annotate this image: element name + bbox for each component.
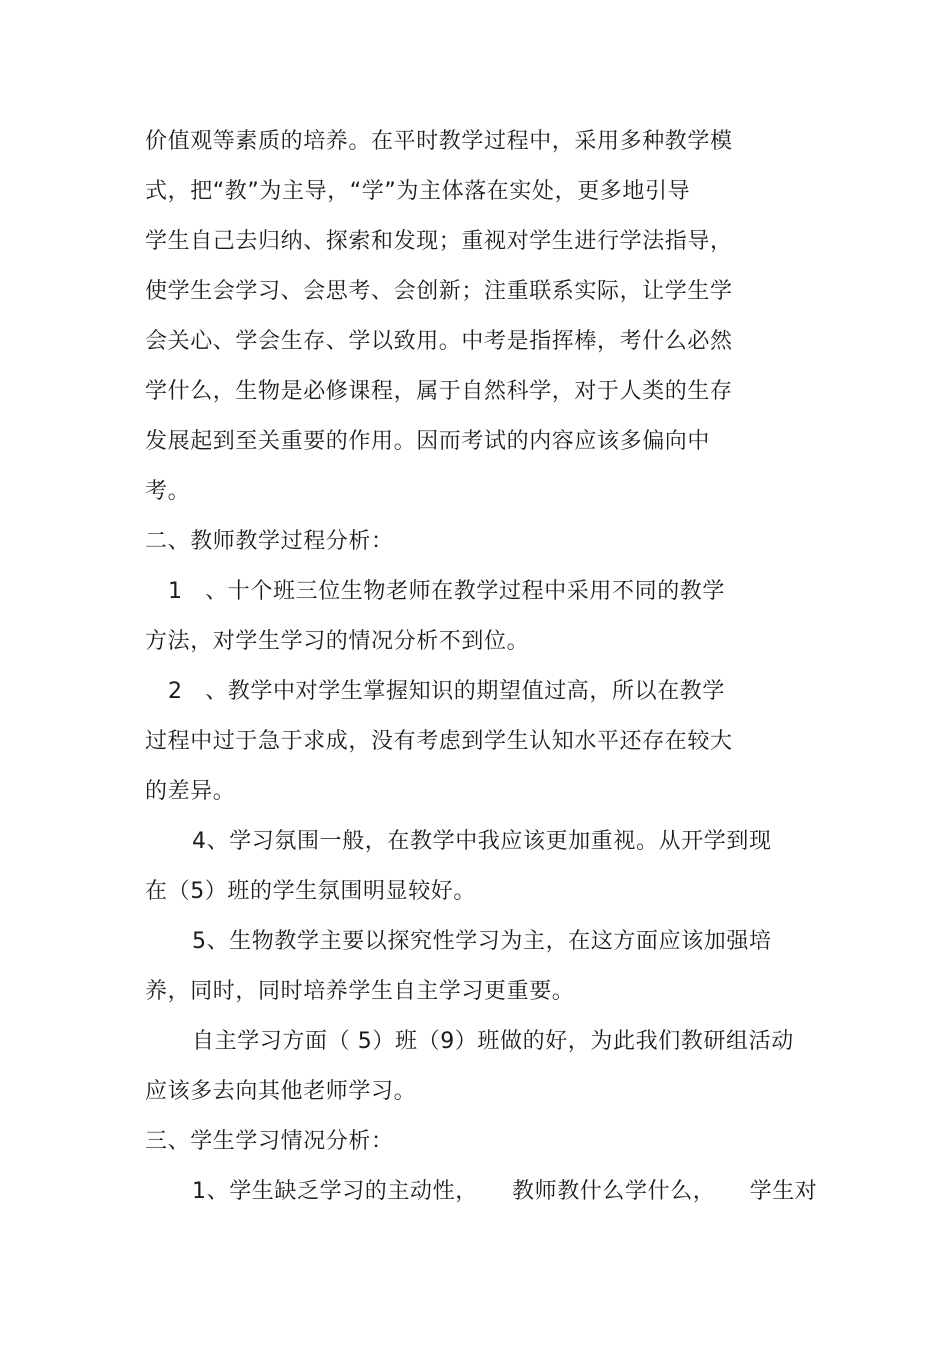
paragraph-line: 会关心、学会生存、学以致用。中考是指挥棒，考什么必然 <box>145 329 733 354</box>
list-item-line: 5、生物教学主要以探究性学习为主，在这方面应该加强培 <box>192 929 772 954</box>
list-item-line: 2 、教学中对学生掌握知识的期望值过高，所以在教学 <box>168 679 725 704</box>
section-heading: 三、学生学习情况分析： <box>145 1129 394 1154</box>
paragraph-line: 过程中过于急于求成，没有考虑到学生认知水平还存在较大 <box>145 729 733 754</box>
paragraph-line: 式，把“教”为主导，“学”为主体落在实处，更多地引导 <box>145 179 691 204</box>
paragraph-line: 的差异。 <box>145 779 236 804</box>
paragraph-line: 养，同时，同时培养学生自主学习更重要。 <box>145 979 575 1004</box>
paragraph-line: 使学生会学习、会思考、会创新；注重联系实际，让学生学 <box>145 279 733 304</box>
paragraph-line: 学生自己去归纳、探索和发现；重视对学生进行学法指导， <box>145 229 733 254</box>
paragraph-line: 学什么，生物是必修课程，属于自然科学，对于人类的生存 <box>145 379 733 404</box>
section-heading: 二、教师教学过程分析： <box>145 529 394 554</box>
paragraph-line: 发展起到至关重要的作用。因而考试的内容应该多偏向中 <box>145 429 711 454</box>
paragraph-line: 方法，对学生学习的情况分析不到位。 <box>145 629 530 654</box>
list-item-line: 1、学生缺乏学习的主动性， 教师教什么学什么， 学生对 <box>192 1179 818 1204</box>
paragraph-line: 应该多去向其他老师学习。 <box>145 1079 417 1104</box>
paragraph-line: 在（5）班的学生氛围明显较好。 <box>145 879 476 904</box>
paragraph-line: 价值观等素质的培养。在平时教学过程中，采用多种教学模 <box>145 129 733 154</box>
paragraph-line: 考。 <box>145 479 191 504</box>
list-item-line: 1 、十个班三位生物老师在教学过程中采用不同的教学 <box>168 579 725 604</box>
list-item-line: 4、学习氛围一般，在教学中我应该更加重视。从开学到现 <box>192 829 772 854</box>
paragraph-line: 自主学习方面（ 5）班（9）班做的好，为此我们教研组活动 <box>192 1029 794 1054</box>
